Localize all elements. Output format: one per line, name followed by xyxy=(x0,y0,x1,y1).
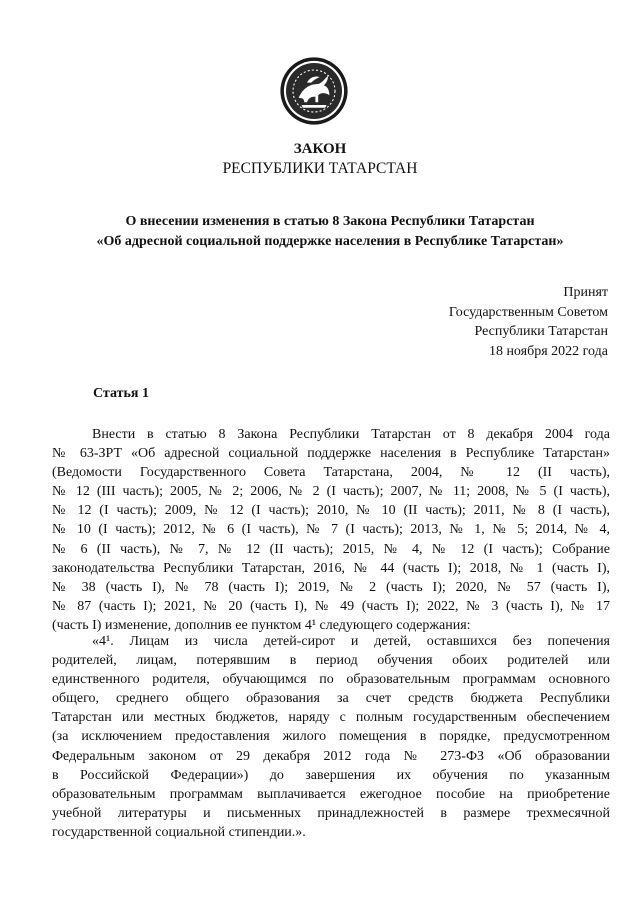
paragraph-line: № 12 (I часть); 2009, № 12 (I часть); 2010, № 10 (II часть); 2011, № 8 (I часть), xyxy=(52,503,610,519)
paragraph-line: № 87 (часть I); 2021, № 20 (часть I), № 49 (часть I); 2022, № 3 (часть I), № 17 xyxy=(52,598,610,614)
document-header xyxy=(0,140,640,178)
adoption-line-3: Республики Татарстан xyxy=(474,324,608,339)
paragraph-line: (Ведомости Государственного Совета Татарстана, 2004, № 12 (II часть), xyxy=(52,465,610,481)
adoption-line-1: Принят xyxy=(563,285,608,300)
paragraph-line: государственной социальной стипендии.». xyxy=(52,824,306,840)
document-subtitle: РЕСПУБЛИКИ ТАТАРСТАН xyxy=(222,160,418,177)
paragraph-line: родителей, лицам, потерявшим в период обучения обоих родителей или xyxy=(52,653,610,669)
adoption-date: 18 ноября 2022 года xyxy=(488,343,608,359)
paragraph-line: (за исключением предоставления жилого помещения в порядке, предусмотренном xyxy=(52,729,610,745)
adoption-block xyxy=(449,283,608,361)
law-name-line-1: О внесении изменения в статью 8 Закона Республики Татарстан xyxy=(125,214,535,229)
paragraph-line: Внести в статью 8 Закона Республики Татарстан от 8 декабря 2004 года xyxy=(92,427,610,442)
paragraph-line: Федеральным законом от 29 декабря 2012 года № 273-ФЗ «Об образовании xyxy=(52,748,610,764)
law-name xyxy=(40,212,620,252)
paragraph-line: № 6 (II часть), № 7, № 12 (II часть); 2015, № 4, № 12 (I часть); Собрание xyxy=(52,541,610,557)
paragraph-line: образовательным программам выплачивается ежегодное пособие на приобретение xyxy=(52,786,610,802)
tatarstan-coat-of-arms-emblem xyxy=(279,56,349,126)
paragraph-line: № 12 (III часть); 2005, № 2; 2006, № 2 (I часть); 2007, № 11; 2008, № 5 (I часть), xyxy=(52,484,610,500)
paragraph-line: законодательства Республики Татарстан, 2016, № 44 (часть I); 2018, № 1 (часть I), xyxy=(52,560,610,576)
adoption-line-2: Государственным Советом xyxy=(448,304,608,320)
paragraph-line: № 38 (часть I), № 78 (часть I); 2019, № 2 (часть I); 2020, № 57 (часть I), xyxy=(52,579,610,595)
article-paragraph-1 xyxy=(52,425,610,635)
paragraph-line: единственного родителя, обучающимся по образовательным программам основного xyxy=(52,672,610,688)
paragraph-line: учебной литературы и письменных принадлежностей в размере трехмесячной xyxy=(52,805,610,821)
law-name-line-2: «Об адресной социальной поддержке населения в Республике Татарстан» xyxy=(96,234,564,249)
paragraph-line: общего, среднего общего образования за счет средств бюджета Республики xyxy=(52,691,610,707)
paragraph-line: (часть I) изменение, дополнив ее пунктом 4¹ следующего содержания: xyxy=(52,617,471,633)
document-title: ЗАКОН xyxy=(293,141,347,157)
article-paragraph-2 xyxy=(52,632,610,842)
paragraph-line: в Российской Федерации») до завершения их обучения по указанным xyxy=(52,767,610,783)
paragraph-line: «4¹. Лицам из числа детей-сирот и детей, оставшихся без попечения xyxy=(92,634,610,649)
paragraph-line: Татарстан или местных бюджетов, наряду с полным государственным обеспечением xyxy=(52,710,610,726)
paragraph-line: № 63-ЗРТ «Об адресной социальной поддержке населения в Республике Татарстан» xyxy=(52,446,610,462)
paragraph-line: № 10 (I часть); 2012, № 6 (I часть), № 7 (I часть); 2013, № 1, № 5; 2014, № 4, xyxy=(52,522,610,538)
article-heading: Статья 1 xyxy=(93,386,149,401)
